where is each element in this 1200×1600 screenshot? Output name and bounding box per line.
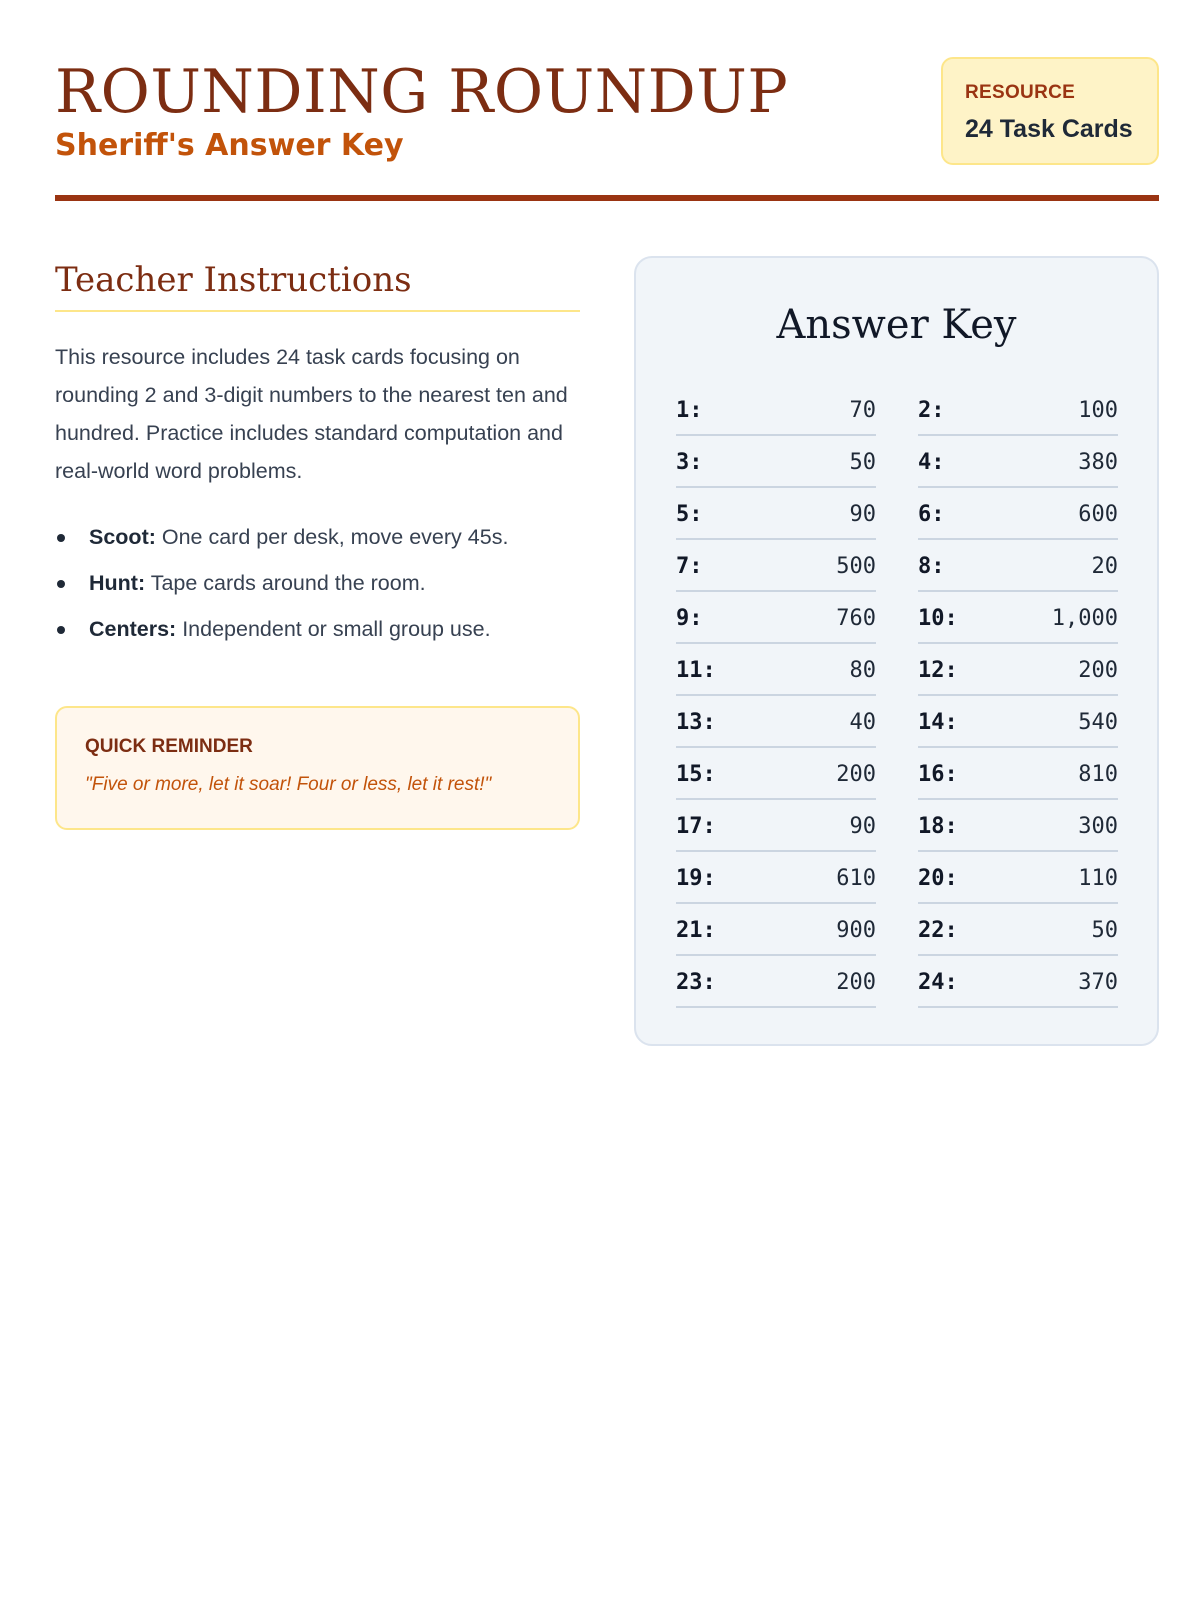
- tip-text: Independent or small group use.: [176, 617, 491, 641]
- answer-number: 12:: [918, 657, 958, 683]
- answer-value: 540: [1078, 709, 1118, 735]
- answer-row: [918, 800, 1118, 852]
- answer-number: 7:: [676, 553, 703, 579]
- answer-value: 80: [849, 657, 876, 683]
- answer-value: 200: [836, 761, 876, 787]
- answer-row: [918, 696, 1118, 748]
- answer-number: 10:: [918, 605, 958, 631]
- answer-row: [676, 748, 876, 800]
- page-title: ROUNDING ROUNDUP: [55, 57, 789, 127]
- header-divider: [55, 195, 1159, 201]
- answer-number: 3:: [676, 449, 703, 475]
- tip-term: Hunt:: [89, 571, 146, 595]
- answer-number: 6:: [918, 501, 945, 527]
- tip-text: Tape cards around the room.: [145, 571, 426, 595]
- answer-value: 90: [849, 813, 876, 839]
- answer-row: [676, 384, 876, 436]
- answer-row: [676, 800, 876, 852]
- answer-number: 14:: [918, 709, 958, 735]
- answer-value: 760: [836, 605, 876, 631]
- page: [55, 0, 1159, 1600]
- answer-row: [918, 488, 1118, 540]
- answer-value: 40: [849, 709, 876, 735]
- answer-row: [676, 852, 876, 904]
- answer-row: [918, 644, 1118, 696]
- answer-value: 110: [1078, 865, 1118, 891]
- answer-row: [918, 384, 1118, 436]
- answer-number: 1:: [676, 397, 703, 423]
- answer-value: 1,000: [1051, 605, 1118, 631]
- answer-number: 22:: [918, 917, 958, 943]
- answer-grid: [676, 384, 1118, 1008]
- tips-list: [55, 514, 580, 652]
- answer-number: 20:: [918, 865, 958, 891]
- answer-row: [918, 540, 1118, 592]
- answer-key-title: Answer Key: [776, 302, 1017, 348]
- answer-value: 50: [849, 449, 876, 475]
- answer-number: 5:: [676, 501, 703, 527]
- answer-row: [918, 592, 1118, 644]
- reminder-label: QUICK REMINDER: [85, 736, 253, 757]
- answer-row: [676, 436, 876, 488]
- answer-row: [676, 592, 876, 644]
- answer-row: [918, 852, 1118, 904]
- answer-number: 4:: [918, 449, 945, 475]
- answer-value: 300: [1078, 813, 1118, 839]
- answer-number: 2:: [918, 397, 945, 423]
- answer-number: 23:: [676, 969, 716, 995]
- answer-value: 200: [836, 969, 876, 995]
- answer-number: 17:: [676, 813, 716, 839]
- answer-number: 24:: [918, 969, 958, 995]
- list-item: [55, 560, 580, 606]
- answer-value: 380: [1078, 449, 1118, 475]
- header: [55, 52, 1159, 202]
- tip-text: One card per desk, move every 45s.: [155, 525, 509, 549]
- bullet-icon: [57, 626, 65, 634]
- answer-row: [918, 748, 1118, 800]
- quick-reminder-box: [55, 706, 580, 830]
- answer-number: 9:: [676, 605, 703, 631]
- list-item: [55, 514, 580, 560]
- answer-row: [918, 956, 1118, 1008]
- answer-number: 13:: [676, 709, 716, 735]
- answer-row: [676, 644, 876, 696]
- bullet-icon: [57, 534, 65, 542]
- answer-number: 18:: [918, 813, 958, 839]
- instructions-title: Teacher Instructions: [55, 250, 580, 312]
- tip-term: Scoot:: [89, 525, 156, 549]
- answer-number: 8:: [918, 553, 945, 579]
- answer-number: 11:: [676, 657, 716, 683]
- resource-badge: [941, 57, 1159, 165]
- answer-number: 21:: [676, 917, 716, 943]
- answer-row: [676, 488, 876, 540]
- answer-value: 20: [1091, 553, 1118, 579]
- answer-key-panel: [634, 256, 1159, 1046]
- bullet-icon: [57, 580, 65, 588]
- answer-row: [676, 904, 876, 956]
- answer-value: 600: [1078, 501, 1118, 527]
- answer-row: [918, 436, 1118, 488]
- answer-value: 200: [1078, 657, 1118, 683]
- answer-number: 19:: [676, 865, 716, 891]
- answer-value: 900: [836, 917, 876, 943]
- answer-value: 100: [1078, 397, 1118, 423]
- answer-value: 610: [836, 865, 876, 891]
- answer-row: [676, 956, 876, 1008]
- reminder-quote: "Five or more, let it soar! Four or less, let it rest!": [85, 774, 492, 795]
- instructions-intro: This resource includes 24 task cards focusing on rounding 2 and 3-digit numbers to the nearest ten and hundred. Practice includes standard computation and real-world word problems.: [55, 345, 568, 483]
- answer-row: [918, 904, 1118, 956]
- answer-value: 50: [1091, 917, 1118, 943]
- answer-value: 370: [1078, 969, 1118, 995]
- badge-label: RESOURCE: [965, 82, 1076, 103]
- instructions-section: [55, 250, 580, 830]
- answer-number: 16:: [918, 761, 958, 787]
- answer-row: [676, 540, 876, 592]
- tip-term: Centers:: [89, 617, 177, 641]
- answer-row: [676, 696, 876, 748]
- page-subtitle: Sheriff's Answer Key: [55, 128, 404, 163]
- answer-value: 70: [849, 397, 876, 423]
- badge-value: 24 Task Cards: [965, 115, 1133, 143]
- answer-number: 15:: [676, 761, 716, 787]
- answer-value: 500: [836, 553, 876, 579]
- answer-value: 90: [849, 501, 876, 527]
- list-item: [55, 606, 580, 652]
- answer-value: 810: [1078, 761, 1118, 787]
